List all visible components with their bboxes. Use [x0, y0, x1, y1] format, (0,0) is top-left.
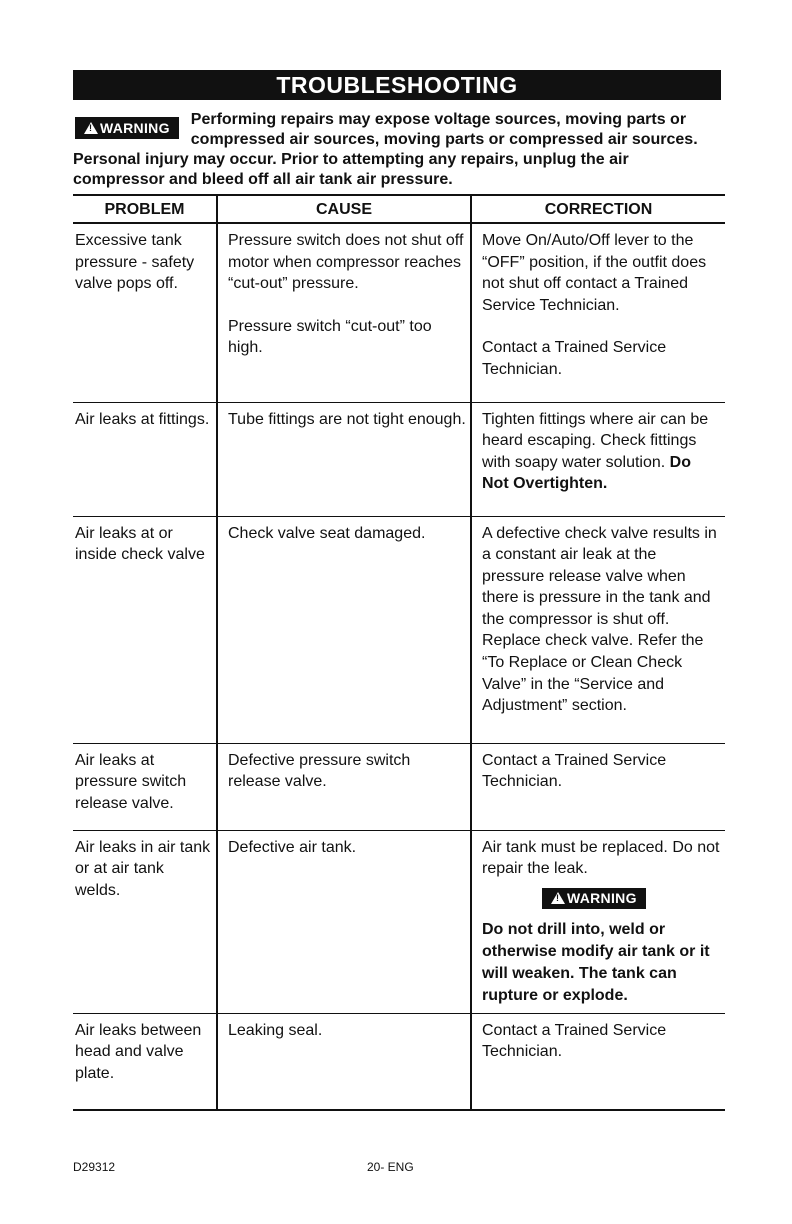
correction-cell: Contact a Trained Service Technician.	[471, 1013, 725, 1110]
table-row	[73, 743, 725, 830]
correction-text: Move On/Auto/Off lever to the “OFF” position, if the outfit does not shut off contact a Trained Service Technician.	[482, 232, 707, 314]
cause-cell: Defective air tank.	[217, 830, 471, 1013]
warning-badge	[542, 888, 646, 909]
table-row	[73, 402, 725, 516]
correction-cell	[471, 223, 725, 402]
table-header-row	[73, 195, 725, 223]
warning-badge-label: WARNING	[567, 889, 637, 906]
column-header-cause: CAUSE	[217, 195, 471, 223]
table-row	[73, 1013, 725, 1110]
correction-text: Air tank must be replaced. Do not repair the leak.	[482, 838, 720, 878]
problem-cell: Air leaks at pressure switch release valve.	[73, 743, 217, 830]
cause-cell: Check valve seat damaged.	[217, 516, 471, 743]
correction-text-secondary: Contact a Trained Service Technician.	[482, 339, 667, 378]
correction-emphasis: Do Not Overtighten.	[482, 453, 691, 493]
column-header-problem: PROBLEM	[73, 195, 217, 223]
warning-text: Do not drill into, weld or otherwise modify air tank or it will weaken. The tank can rupture or explode.	[482, 920, 710, 1004]
table-row	[73, 223, 725, 402]
warning-badge	[75, 117, 179, 139]
problem-cell: Air leaks in air tank or at air tank welds.	[73, 830, 217, 1013]
warning-triangle-icon	[551, 892, 565, 904]
correction-cell	[471, 830, 725, 1013]
problem-cell: Air leaks at or inside check valve	[73, 516, 217, 743]
document-code: D29312	[73, 1160, 116, 1174]
section-title: TROUBLESHOOTING	[73, 70, 721, 100]
problem-cell: Air leaks at fittings.	[73, 402, 217, 516]
correction-cell: Contact a Trained Service Technician.	[471, 743, 725, 830]
column-header-correction: CORRECTION	[471, 195, 725, 223]
troubleshooting-table	[73, 194, 725, 1111]
page-number: 20- ENG	[367, 1160, 414, 1174]
problem-cell: Excessive tank pressure - safety valve pops off.	[73, 223, 217, 402]
problem-cell: Air leaks between head and valve plate.	[73, 1013, 217, 1110]
correction-cell: A defective check valve results in a constant air leak at the pressure release valve when there is pressure in the tank and the compressor is shut off. Replace check valve. Refer the “To Replace or Clean Check Valve” in the “Service and Adjustment” section.	[471, 516, 725, 743]
table-row	[73, 830, 725, 1013]
correction-text: Tighten fittings where air can be heard escaping. Check fittings with soapy water solution.	[482, 410, 709, 471]
cause-cell: Tube fittings are not tight enough.	[217, 402, 471, 516]
correction-cell	[471, 402, 725, 516]
cause-cell: Leaking seal.	[217, 1013, 471, 1110]
cause-text-secondary: Pressure switch “cut-out” too high.	[228, 317, 432, 357]
table-row	[73, 516, 725, 743]
cause-cell	[217, 223, 471, 402]
warning-badge-label: WARNING	[100, 120, 170, 136]
cause-cell: Defective pressure switch release valve.	[217, 743, 471, 830]
warning-text: Performing repairs may expose voltage sources, moving parts or compressed air sources, moving parts or compressed air sources. Personal injury may occur. Prior to attempting any repairs, unplug the air compressor and bleed off all air tank air pressure.	[73, 111, 698, 188]
cause-text: Pressure switch does not shut off motor when compressor reaches “cut-out” pressure.	[228, 232, 464, 293]
warning-notice	[73, 110, 721, 190]
warning-triangle-icon	[84, 122, 98, 134]
page	[73, 70, 721, 1111]
